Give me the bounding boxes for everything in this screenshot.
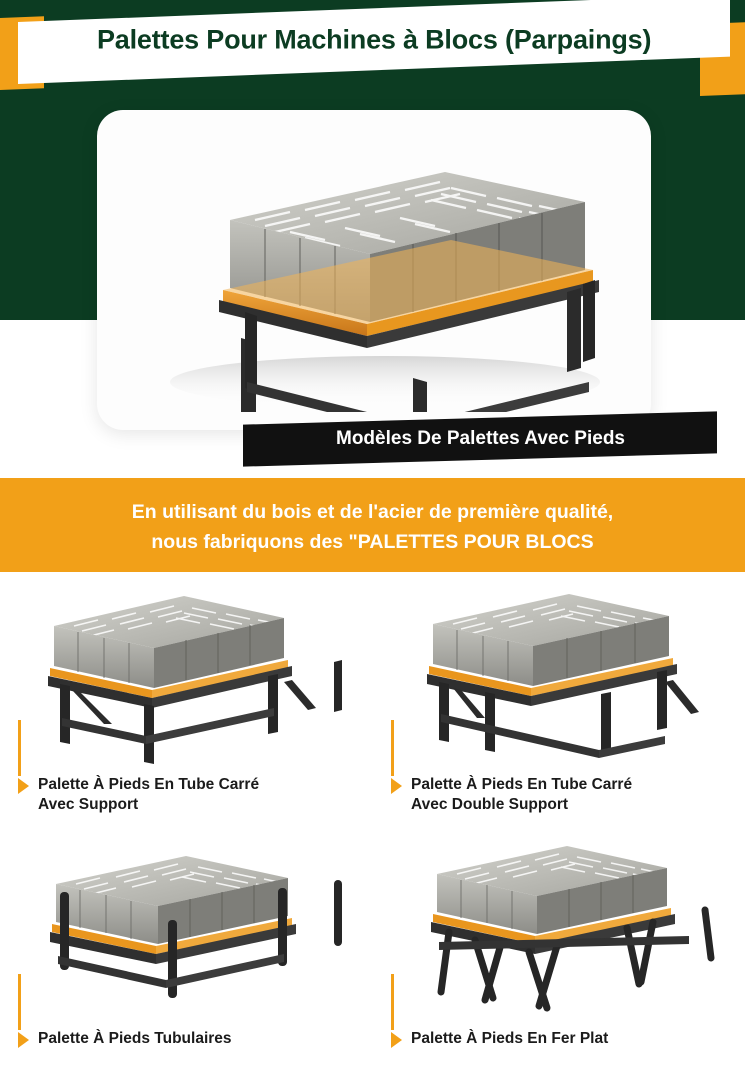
- intro-line-2: nous fabriquons des "PALETTES POUR BLOCS: [151, 531, 594, 553]
- model-accent-line: [391, 974, 394, 1030]
- caption-arrow-icon: [18, 778, 29, 794]
- intro-strip: [0, 478, 745, 572]
- model-accent-line: [18, 974, 21, 1030]
- hero-pallet-illustration: [115, 132, 635, 412]
- model-illustration-flat-iron-feet: [389, 832, 729, 1022]
- model-accent-line: [391, 720, 394, 776]
- model-illustration-square-tube-with-double-support: [389, 578, 729, 768]
- hero-caption-text: Modèles De Palettes Avec Pieds: [335, 428, 625, 449]
- caption-arrow-icon: [391, 778, 402, 794]
- model-label-line1: Palette À Pieds Tubulaires: [38, 1030, 232, 1047]
- model-caption: [18, 1029, 348, 1049]
- model-label-line2: Avec Support: [38, 796, 139, 813]
- caption-arrow-icon: [18, 1032, 29, 1048]
- model-card-tubular-feet[interactable]: [0, 826, 372, 1080]
- model-caption: [18, 775, 348, 815]
- model-label-line1: Palette À Pieds En Fer Plat: [411, 1030, 609, 1047]
- model-card-flat-iron-feet[interactable]: [373, 826, 745, 1080]
- model-caption: [391, 1029, 721, 1049]
- intro-line-1: En utilisant du bois et de l'acier de première qualité,: [131, 501, 614, 523]
- model-illustration-tubular-feet: [16, 832, 356, 1022]
- caption-arrow-icon: [391, 1032, 402, 1048]
- model-illustration-square-tube-with-support: [16, 578, 356, 768]
- model-label-line1: Palette À Pieds En Tube Carré: [411, 776, 633, 793]
- page-title-text: Palettes Pour Machines à Blocs (Parpaings): [96, 23, 652, 54]
- model-accent-line: [18, 720, 21, 776]
- hero-product-card: [97, 110, 651, 430]
- models-grid: [0, 572, 745, 1080]
- model-label-line2: Avec Double Support: [411, 796, 569, 813]
- model-caption: [391, 775, 721, 815]
- model-card-square-tube-with-support[interactable]: [0, 572, 372, 826]
- model-card-square-tube-with-double-support[interactable]: [373, 572, 745, 826]
- model-label-line1: Palette À Pieds En Tube Carré: [38, 776, 260, 793]
